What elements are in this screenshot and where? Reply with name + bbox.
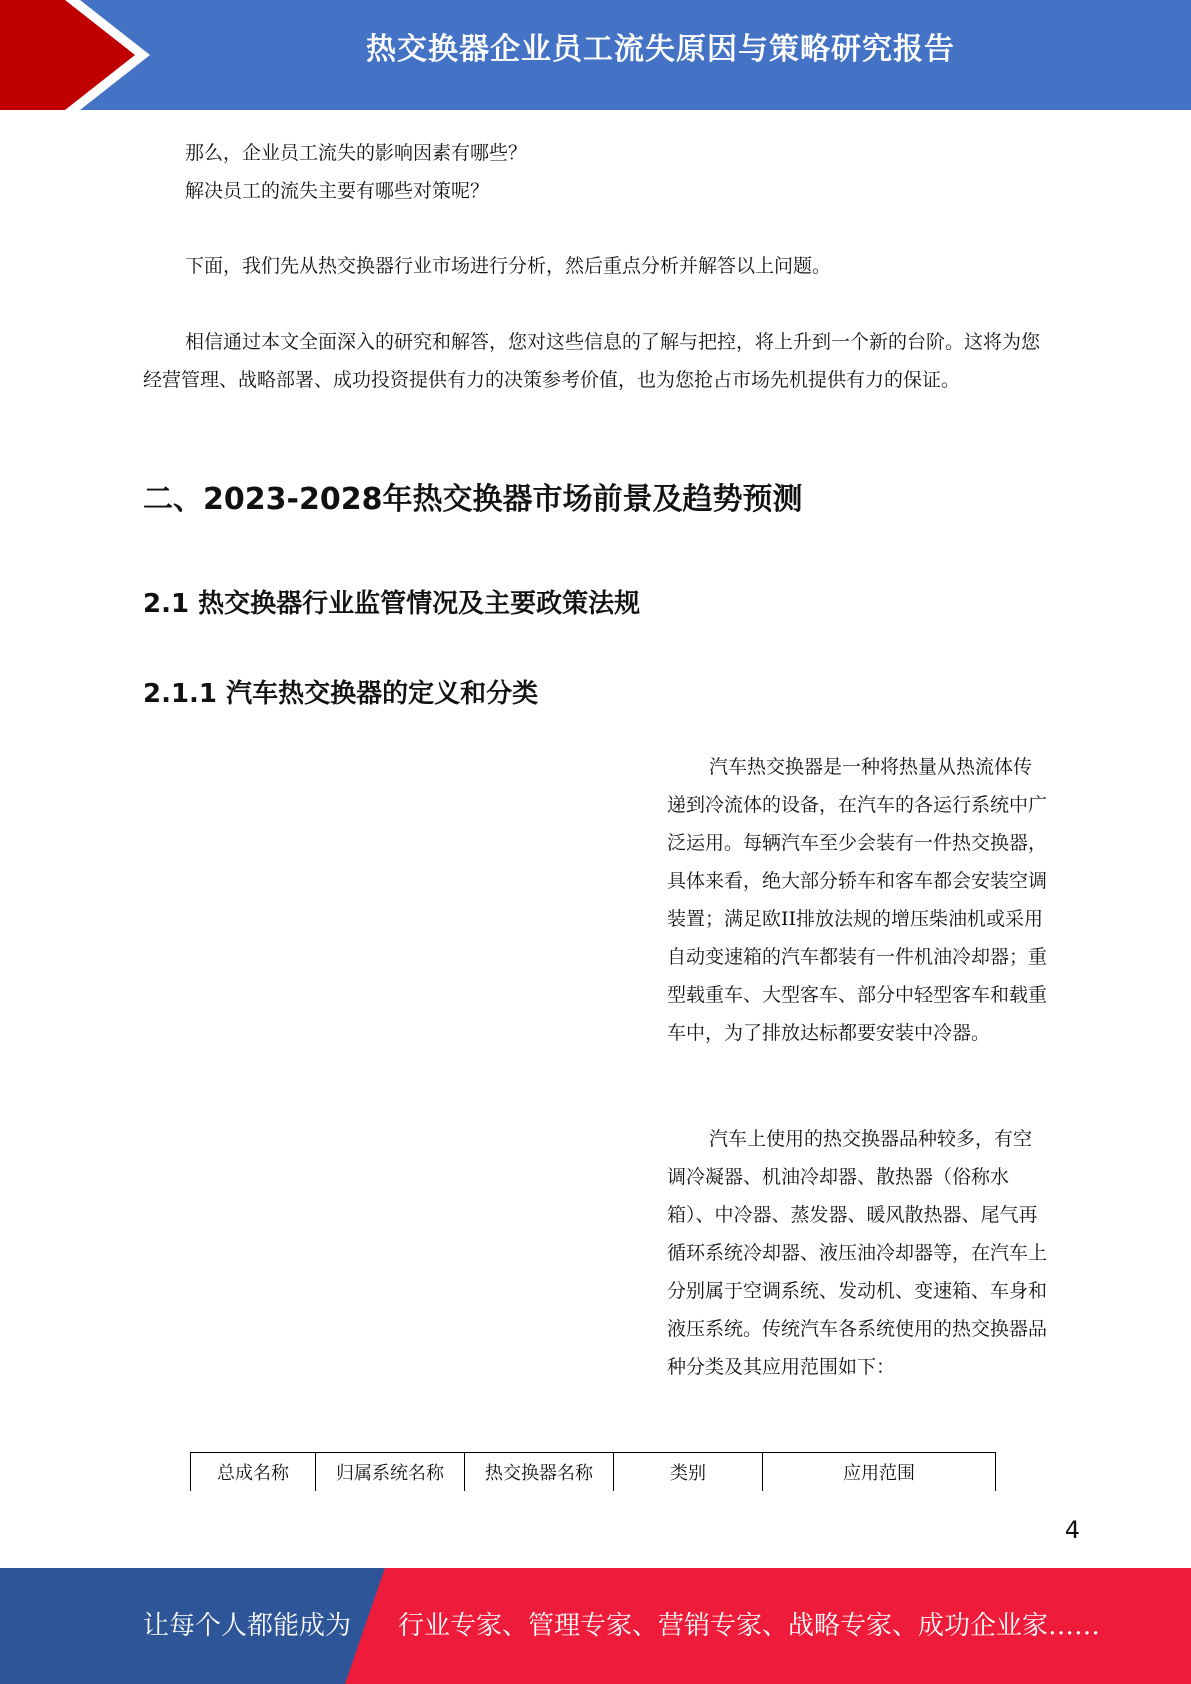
page-number: 4 [1064,1516,1080,1544]
section-2-1-heading: 2.1 热交换器行业监管情况及主要政策法规 [143,589,641,619]
classification-paragraph: 汽车上使用的热交换器品种较多，有空调冷凝器、机油冷却器、散热器（俗称水箱）、中冷器、蒸发器、暖风散热器、尾气再循环系统冷却器、液压油冷却器等，在汽车上分别属于空调系统、发动机、变速箱、车身和液压系统。传统汽车各系统使用的热交换器品种分类及其应用范围如下： [667,1128,1048,1378]
intro-paragraph-1: 下面，我们先从热交换器行业市场进行分析，然后重点分析并解答以上问题。 [185,255,832,277]
intro-question-2: 解决员工的流失主要有哪些对策呢？ [185,180,490,202]
table-header-cell: 归属系统名称 [316,1453,465,1492]
table-header-cell: 总成名称 [191,1453,316,1492]
intro-question-1: 那么，企业员工流失的影响因素有哪些？ [185,142,528,164]
table-header-cell: 应用范围 [763,1453,996,1492]
footer-bar [0,1568,1191,1684]
header-chevron-icon [0,0,160,110]
table-header-row [191,1453,996,1492]
heat-exchanger-table [190,1452,996,1491]
intro-paragraph-2: 相信通过本文全面深入的研究和解答，您对这些信息的了解与把控，将上升到一个新的台阶。这将为您经营管理、战略部署、成功投资提供有力的决策参考价值，也为您抢占市场先机提供有力的保证。 [143,331,1041,391]
section-2-1-1-heading: 2.1.1 汽车热交换器的定义和分类 [143,679,539,709]
section-2-heading: 二、2023-2028年热交换器市场前景及趋势预测 [143,482,803,517]
table-header-cell: 类别 [614,1453,763,1492]
footer-right-text: 行业专家、管理专家、营销专家、战略专家、成功企业家…… [398,1611,1101,1641]
table-header-cell: 热交换器名称 [465,1453,614,1492]
footer-left-text: 让每个人都能成为 [143,1611,352,1641]
definition-paragraph: 汽车热交换器是一种将热量从热流体传递到冷流体的设备，在汽车的各运行系统中广泛运用。每辆汽车至少会装有一件热交换器，具体来看，绝大部分轿车和客车都会安装空调装置；满足欧II排放法规的增压柴油机或采用自动变速箱的汽车都装有一件机油冷却器；重型载重车、大型客车、部分中轻型客车和载重车中，为了排放达标都要安装中冷器。 [667,756,1048,1044]
header-title: 热交换器企业员工流失原因与策略研究报告 [366,32,955,67]
header-bar [0,0,1191,110]
